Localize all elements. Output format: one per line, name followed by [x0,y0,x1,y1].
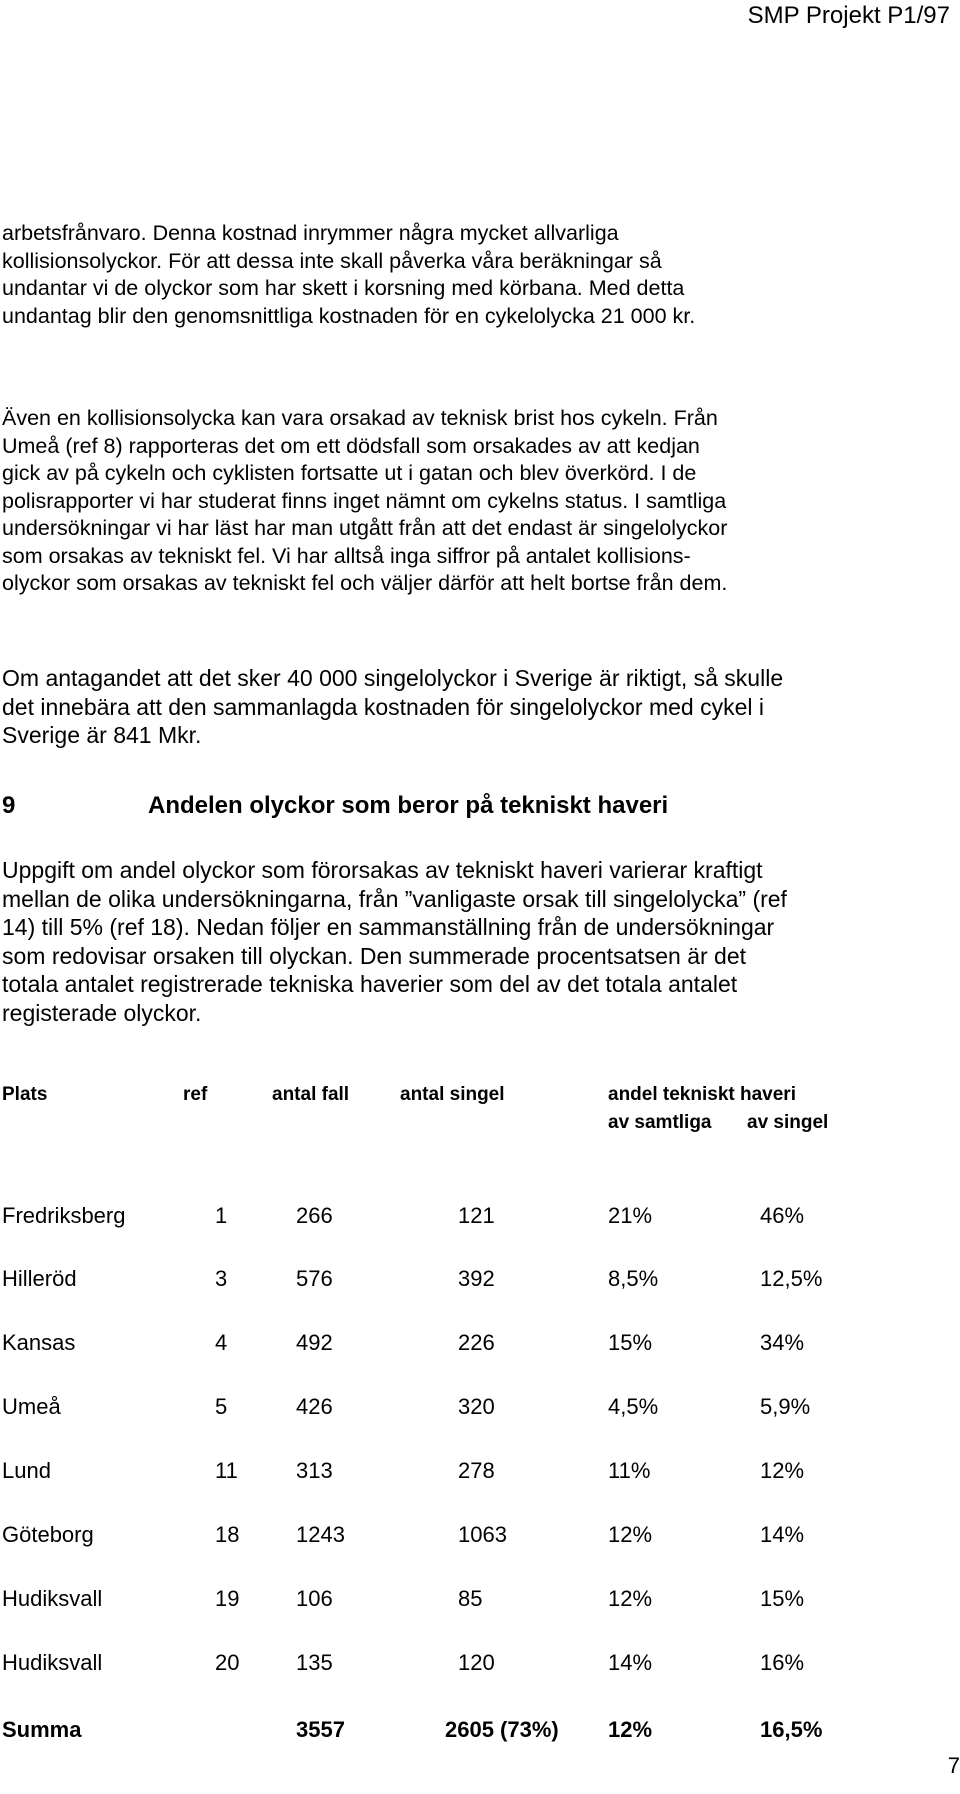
paragraph-cost-intro [2,220,952,330]
section-title: Andelen olyckor som beror på tekniskt haveri [148,792,669,819]
table-cell-av-samtliga: 12% [608,1586,653,1611]
paragraph-line: som orsakas av tekniskt fel. Vi har alltså inga siffror på antalet kollisions- [2,543,691,568]
table-cell-av-singel: 5,9% [760,1394,811,1419]
paragraph-assumption [2,664,952,750]
paragraph-line: som redovisar orsaken till olyckan. Den summerade procentsatsen är det [2,942,747,969]
table-cell-antal-fall: 106 [296,1586,333,1611]
paragraph-line: Umeå (ref 8) rapporteras det om ett dödsfall som orsakades av att kedjan [2,433,700,458]
table-cell-ref: 18 [215,1522,240,1547]
table-cell-av-samtliga: 21% [608,1203,653,1228]
table-cell-ref: 4 [215,1330,228,1355]
paragraph-line: mellan de olika undersökningarna, från ”vanligaste orsak till singelolycka” (ref [2,885,787,912]
paragraph-line: arbetsfrånvaro. Denna kostnad inrymmer några mycket allvarliga [2,221,619,245]
table-cell-plats: Lund [2,1458,51,1483]
paragraph-collision [2,405,952,598]
paragraph-line: undersökningar vi har läst har man utgått från att det endast är singelolyckor [2,516,728,540]
table-cell-av-singel: 15% [760,1586,805,1611]
table-cell-plats: Umeå [2,1394,61,1419]
page-number: 7 [947,1753,960,1778]
table-cell-plats: Hudiksvall [2,1650,103,1675]
table-header-ref: ref [183,1084,208,1105]
table-cell-ref: 20 [215,1650,240,1675]
paragraph-line: registerade olyckor. [2,999,202,1026]
table-summary-antal-fall: 3557 [296,1717,345,1742]
table-cell-antal-singel: 120 [458,1650,495,1675]
table-cell-antal-fall: 576 [296,1266,333,1291]
page-header: SMP Projekt P1/97 [747,2,950,29]
table-summary-antal-singel: 2605 (73%) [445,1717,559,1742]
paragraph-line: Uppgift om andel olyckor som förorsakas av tekniskt haveri varierar kraftigt [2,857,763,883]
table-cell-av-samtliga: 11% [608,1458,651,1483]
table-cell-plats: Hudiksvall [2,1586,103,1611]
table-cell-av-samtliga: 12% [608,1522,653,1547]
table-header-andel: andel tekniskt haveri [608,1084,796,1105]
table-cell-antal-fall: 266 [296,1203,333,1228]
section-number: 9 [2,792,16,819]
paragraph-line: olyckor som orsakas av tekniskt fel och väljer därför att helt bortse från dem. [2,571,728,595]
paragraph-line: polisrapporter vi har studerat finns inget nämnt om cykelns status. I samtliga [2,488,727,513]
table-cell-ref: 3 [215,1266,228,1291]
table-summary-av-singel: 16,5% [760,1717,823,1742]
table-cell-antal-singel: 226 [458,1330,495,1355]
table-cell-antal-fall: 426 [296,1394,333,1419]
table-cell-antal-fall: 492 [296,1330,333,1355]
paragraph-line: undantar vi de olyckor som har skett i korsning med körbana. Med detta [2,276,685,300]
table-cell-av-singel: 12% [760,1458,805,1483]
table-cell-antal-singel: 85 [458,1586,483,1611]
table-cell-ref: 5 [215,1394,228,1419]
table-cell-ref: 11 [215,1458,238,1483]
table-header-av-samtliga: av samtliga [608,1112,712,1133]
paragraph-line: det innebära att den sammanlagda kostnaden för singelolyckor med cykel i [2,693,764,720]
paragraph-line: kollisionsolyckor. För att dessa inte skall påverka våra beräkningar så [2,248,662,273]
table-cell-av-singel: 34% [760,1330,805,1355]
table-cell-av-samtliga: 14% [608,1650,653,1675]
table-header-antal-singel: antal singel [400,1084,505,1105]
table-cell-antal-singel: 392 [458,1266,495,1291]
table-cell-antal-singel: 320 [458,1394,495,1419]
table-cell-plats: Hilleröd [2,1266,77,1291]
table-cell-antal-singel: 278 [458,1458,495,1483]
paragraph-line: gick av på cykeln och cyklisten fortsatte ut i gatan och blev överkörd. I de [2,461,697,485]
paragraph-share [2,856,952,1027]
table-cell-av-singel: 12,5% [760,1266,823,1291]
table-header-antal-fall: antal fall [272,1084,350,1105]
table-cell-plats: Fredriksberg [2,1203,126,1228]
paragraph-line: Om antagandet att det sker 40 000 singelolyckor i Sverige är riktigt, så skulle [2,665,784,691]
table-cell-av-samtliga: 15% [608,1330,653,1355]
table-cell-av-samtliga: 4,5% [608,1394,659,1419]
table-header-plats: Plats [2,1084,48,1105]
table-cell-plats: Kansas [2,1330,76,1355]
table-cell-ref: 19 [215,1586,240,1611]
table-cell-antal-fall: 313 [296,1458,333,1483]
table-summary-av-samtliga: 12% [608,1717,653,1742]
paragraph-line: totala antalet registrerade tekniska haverier som del av det totala antalet [2,971,738,997]
table-cell-plats: Göteborg [2,1522,94,1547]
table-cell-av-singel: 14% [760,1522,805,1547]
table-cell-antal-fall: 1243 [296,1522,345,1547]
table-summary-label: Summa [2,1717,82,1742]
paragraph-line: Sverige är 841 Mkr. [2,722,202,748]
table-cell-av-singel: 46% [760,1203,805,1228]
paragraph-line: 14) till 5% (ref 18). Nedan följer en sammanställning från de undersökningar [2,914,775,940]
paragraph-line: Även en kollisionsolycka kan vara orsakad av teknisk brist hos cykeln. Från [2,406,718,430]
paragraph-line: undantag blir den genomsnittliga kostnaden för en cykelolycka 21 000 kr. [2,303,696,328]
table-cell-antal-fall: 135 [296,1650,333,1675]
table-cell-antal-singel: 121 [458,1203,495,1228]
table-cell-ref: 1 [215,1203,228,1228]
table-header-av-singel: av singel [747,1112,829,1133]
table-cell-av-samtliga: 8,5% [608,1266,659,1291]
table-cell-av-singel: 16% [760,1650,805,1675]
table-cell-antal-singel: 1063 [458,1522,507,1547]
